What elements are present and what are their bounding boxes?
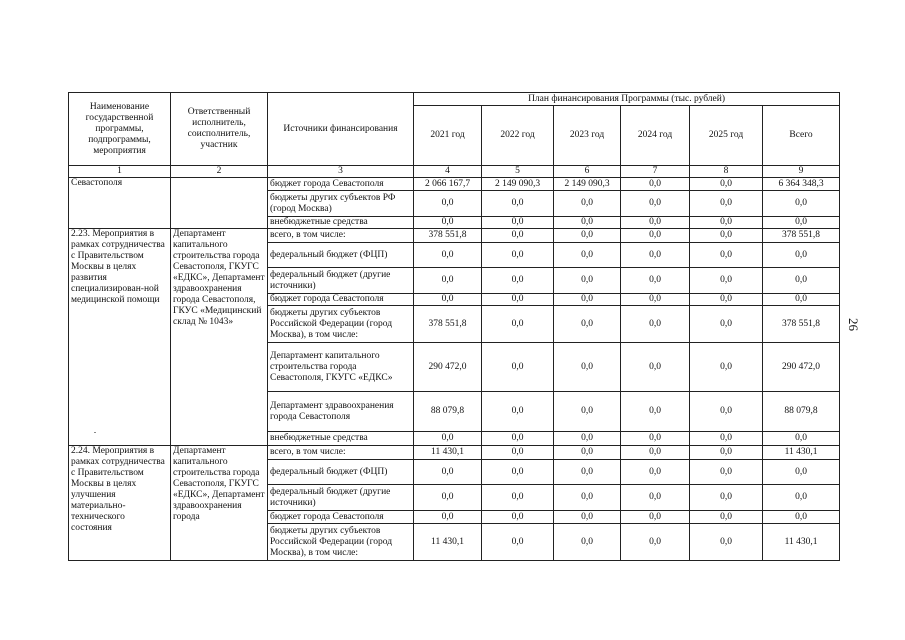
value-cell: 0,0 xyxy=(554,432,621,446)
value-cell: 0,0 xyxy=(414,294,482,306)
value-cell: 0,0 xyxy=(554,392,621,432)
value-cell: 0,0 xyxy=(554,306,621,343)
header-year-2021: 2021 год xyxy=(414,106,482,166)
source-cell: внебюджетные средства xyxy=(268,217,414,229)
value-cell: 0,0 xyxy=(554,446,621,460)
activity-2-24-name: 2.24. Мероприятия в рамках сотрудничества с Правительством Москвы в целях улучшения материально-технического состояния xyxy=(69,446,171,561)
value-cell: 0,0 xyxy=(690,392,763,432)
total-cell: 11 430,1 xyxy=(763,446,840,460)
source-cell: федеральный бюджет (другие источники) xyxy=(268,485,414,511)
value-cell: 0,0 xyxy=(554,243,621,268)
value-cell: 0,0 xyxy=(414,485,482,511)
total-cell: 0,0 xyxy=(763,511,840,524)
value-cell: 0,0 xyxy=(482,243,554,268)
source-cell: Департамент здравоохранения города Севастополя xyxy=(268,392,414,432)
value-cell: 0,0 xyxy=(554,191,621,217)
value-cell: 11 430,1 xyxy=(414,524,482,561)
value-cell: 378 551,8 xyxy=(414,229,482,243)
header-year-2022: 2022 год xyxy=(482,106,554,166)
value-cell: 0,0 xyxy=(554,524,621,561)
total-cell: 290 472,0 xyxy=(763,343,840,392)
value-cell: 378 551,8 xyxy=(414,306,482,343)
header-year-2024: 2024 год xyxy=(621,106,690,166)
value-cell: 0,0 xyxy=(621,268,690,294)
value-cell: 0,0 xyxy=(414,432,482,446)
value-cell: 0,0 xyxy=(482,343,554,392)
total-cell: 0,0 xyxy=(763,268,840,294)
column-number: 9 xyxy=(763,166,840,178)
total-cell: 0,0 xyxy=(763,460,840,485)
value-cell: 0,0 xyxy=(621,243,690,268)
value-cell: 0,0 xyxy=(690,268,763,294)
value-cell: 0,0 xyxy=(690,243,763,268)
value-cell: 0,0 xyxy=(414,191,482,217)
value-cell: 0,0 xyxy=(621,343,690,392)
value-cell: 0,0 xyxy=(554,268,621,294)
source-cell: всего, в том числе: xyxy=(268,229,414,243)
scan-mark xyxy=(94,432,96,433)
source-cell: бюджет города Севастополя xyxy=(268,511,414,524)
value-cell: 0,0 xyxy=(690,306,763,343)
value-cell: 0,0 xyxy=(554,229,621,243)
header-name: Наименование государственной программы, подпрограммы, мероприятия xyxy=(69,93,171,166)
value-cell: 88 079,8 xyxy=(414,392,482,432)
value-cell: 0,0 xyxy=(621,460,690,485)
value-cell: 0,0 xyxy=(690,178,763,191)
value-cell: 0,0 xyxy=(690,294,763,306)
value-cell: 11 430,1 xyxy=(414,446,482,460)
value-cell: 0,0 xyxy=(621,178,690,191)
prev-activity-name: Севастополя xyxy=(69,178,171,229)
column-number: 3 xyxy=(268,166,414,178)
source-cell: внебюджетные средства xyxy=(268,432,414,446)
source-cell: федеральный бюджет (ФЦП) xyxy=(268,243,414,268)
value-cell: 0,0 xyxy=(414,511,482,524)
column-number: 8 xyxy=(690,166,763,178)
total-cell: 0,0 xyxy=(763,432,840,446)
source-cell: бюджеты других субъектов Российской Федерации (город Москва), в том числе: xyxy=(268,306,414,343)
total-cell: 11 430,1 xyxy=(763,524,840,561)
total-cell: 88 079,8 xyxy=(763,392,840,432)
total-cell: 0,0 xyxy=(763,191,840,217)
page-number: 26 xyxy=(846,318,861,331)
column-number: 6 xyxy=(554,166,621,178)
value-cell: 0,0 xyxy=(690,485,763,511)
value-cell: 0,0 xyxy=(621,294,690,306)
value-cell: 0,0 xyxy=(482,191,554,217)
value-cell: 0,0 xyxy=(554,485,621,511)
column-number: 7 xyxy=(621,166,690,178)
total-cell: 0,0 xyxy=(763,485,840,511)
value-cell: 0,0 xyxy=(482,485,554,511)
value-cell: 0,0 xyxy=(414,460,482,485)
value-cell: 0,0 xyxy=(690,217,763,229)
value-cell: 0,0 xyxy=(690,229,763,243)
source-cell: федеральный бюджет (ФЦП) xyxy=(268,460,414,485)
value-cell: 290 472,0 xyxy=(414,343,482,392)
value-cell: 0,0 xyxy=(482,511,554,524)
value-cell: 0,0 xyxy=(690,343,763,392)
table-row xyxy=(69,178,840,191)
value-cell: 0,0 xyxy=(482,446,554,460)
value-cell: 0,0 xyxy=(690,524,763,561)
value-cell: 0,0 xyxy=(414,243,482,268)
value-cell: 2 149 090,3 xyxy=(554,178,621,191)
value-cell: 0,0 xyxy=(414,268,482,294)
table-row xyxy=(69,229,840,243)
value-cell: 0,0 xyxy=(482,524,554,561)
header-plan: План финансирования Программы (тыс. рублей) xyxy=(414,93,840,106)
value-cell: 0,0 xyxy=(690,191,763,217)
value-cell: 0,0 xyxy=(482,294,554,306)
value-cell: 0,0 xyxy=(690,432,763,446)
value-cell: 2 066 167,7 xyxy=(414,178,482,191)
value-cell: 2 149 090,3 xyxy=(482,178,554,191)
value-cell: 0,0 xyxy=(482,229,554,243)
column-number: 5 xyxy=(482,166,554,178)
value-cell: 0,0 xyxy=(621,191,690,217)
value-cell: 0,0 xyxy=(482,432,554,446)
column-number: 1 xyxy=(69,166,171,178)
value-cell: 0,0 xyxy=(482,217,554,229)
source-cell: бюджет города Севастополя xyxy=(268,178,414,191)
header-source: Источники финансирования xyxy=(268,93,414,166)
value-cell: 0,0 xyxy=(482,306,554,343)
total-cell: 0,0 xyxy=(763,294,840,306)
value-cell: 0,0 xyxy=(621,229,690,243)
value-cell: 0,0 xyxy=(482,268,554,294)
source-cell: бюджеты других субъектов РФ (город Москва) xyxy=(268,191,414,217)
total-cell: 378 551,8 xyxy=(763,306,840,343)
source-cell: бюджеты других субъектов Российской Федерации (город Москва), в том числе: xyxy=(268,524,414,561)
activity-2-23-responsible: Департамент капитального строительства города Севастополя, ГКУГС «ЕДКС», Департамент здравоохранения города Севастополя, ГКУС «Медицинский склад № 1043» xyxy=(171,229,268,446)
value-cell: 0,0 xyxy=(621,511,690,524)
header-year-2025: 2025 год xyxy=(690,106,763,166)
value-cell: 0,0 xyxy=(482,392,554,432)
value-cell: 0,0 xyxy=(621,446,690,460)
value-cell: 0,0 xyxy=(621,306,690,343)
total-cell: 378 551,8 xyxy=(763,229,840,243)
header-responsible: Ответственный исполнитель, соисполнитель, участник xyxy=(171,93,268,166)
header-year-2023: 2023 год xyxy=(554,106,621,166)
source-cell: всего, в том числе: xyxy=(268,446,414,460)
column-numbers-row xyxy=(69,166,840,178)
value-cell: 0,0 xyxy=(554,343,621,392)
value-cell: 0,0 xyxy=(554,511,621,524)
total-cell: 6 364 348,3 xyxy=(763,178,840,191)
column-number: 4 xyxy=(414,166,482,178)
value-cell: 0,0 xyxy=(621,485,690,511)
value-cell: 0,0 xyxy=(414,217,482,229)
source-cell: федеральный бюджет (другие источники) xyxy=(268,268,414,294)
source-cell: бюджет города Севастополя xyxy=(268,294,414,306)
source-cell: Департамент капитального строительства города Севастополя, ГКУГС «ЕДКС» xyxy=(268,343,414,392)
table-row xyxy=(69,446,840,460)
column-number: 2 xyxy=(171,166,268,178)
header-total: Всего xyxy=(763,106,840,166)
value-cell: 0,0 xyxy=(690,511,763,524)
activity-2-23-name: 2.23. Мероприятия в рамках сотрудничества с Правительством Москвы в целях развития специализирован-ной медицинской помощи xyxy=(69,229,171,446)
financing-table xyxy=(68,92,840,561)
value-cell: 0,0 xyxy=(482,460,554,485)
total-cell: 0,0 xyxy=(763,243,840,268)
total-cell: 0,0 xyxy=(763,217,840,229)
value-cell: 0,0 xyxy=(690,460,763,485)
value-cell: 0,0 xyxy=(621,524,690,561)
value-cell: 0,0 xyxy=(621,217,690,229)
value-cell: 0,0 xyxy=(554,294,621,306)
value-cell: 0,0 xyxy=(690,446,763,460)
value-cell: 0,0 xyxy=(621,432,690,446)
value-cell: 0,0 xyxy=(554,217,621,229)
prev-activity-responsible xyxy=(171,178,268,229)
value-cell: 0,0 xyxy=(554,460,621,485)
value-cell: 0,0 xyxy=(621,392,690,432)
activity-2-24-responsible: Департамент капитального строительства города Севастополя, ГКУГС «ЕДКС», Департамент здравоохранения города xyxy=(171,446,268,561)
